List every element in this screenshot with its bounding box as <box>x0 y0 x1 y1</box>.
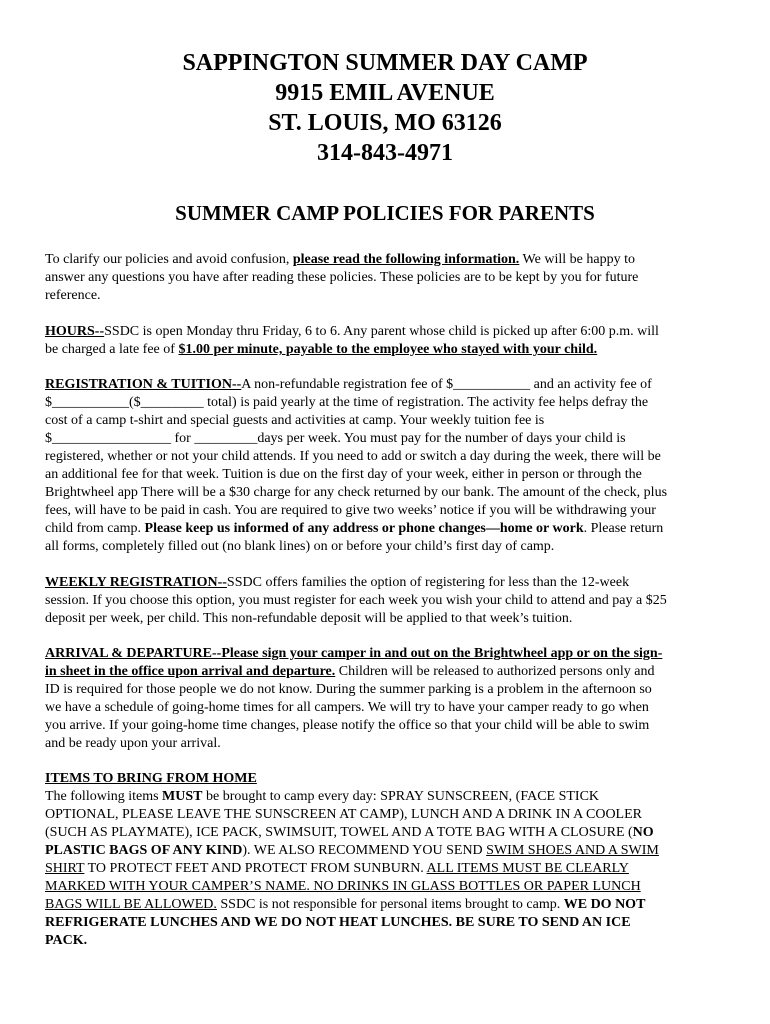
weekly-registration-section: WEEKLY REGISTRATION--SSDC offers families the option of registering for less than the 12-week session. If you choose this option, you must register for each week you wish your child to attend and pay a $25 deposit per week, per child. This non-refundable deposit will be applied to that week’s tuition. <box>45 575 667 626</box>
items-section: ITEMS TO BRING FROM HOME The following items MUST be brought to camp every day: SPRAY SUNSCREEN, (FACE STICK OPTIONAL, PLEASE LEAVE THE SUNSCREEN AT CAMP), LUNCH AND A DRINK IN A COOLER (SUCH AS PLAYMATE), ICE PACK, SWIMSUIT, TOWEL AND A TOTE BAG WITH A CLOSURE (NO PLASTIC BAGS OF ANY KIND). WE ALSO RECOMMEND YOU SEND SWIM SHOES AND A SWIM SHIRT TO PROTECT FEET AND PROTECT FROM SUNBURN. ALL ITEMS MUST BE CLEARLY MARKED WITH YOUR CAMPER’S NAME. NO DRINKS IN GLASS BOTTLES OR PAPER LUNCH BAGS WILL BE ALLOWED. SSDC is not responsible for personal items brought to camp. WE DO NOT REFRIGERATE LUNCHES AND WE DO NOT HEAT LUNCHES. BE SURE TO SEND AN ICE PACK. <box>45 770 735 950</box>
late-fee-emphasis: $1.00 per minute, payable to the employee who stayed with your child. <box>178 342 598 357</box>
camp-city: ST. LOUIS, MO 63126 <box>268 110 502 136</box>
arrival-departure-section: ARRIVAL & DEPARTURE--Please sign your camper in and out on the Brightwheel app or on the sign- in sheet in the office upon arrival and departure. Children will be released to authorized persons only and ID is required for those people we do not know. During the summer parking is a problem in the afternoon so we have a schedule of going-home times for all campers. We will try to have your camper ready to go when you arrive. If your going-home time changes, please notify the office so that your child will be able to swim and be ready upon your arrival. <box>45 645 735 753</box>
weekly-registration-heading: WEEKLY REGISTRATION-- <box>45 575 227 590</box>
camp-phone: 314-843-4971 <box>317 140 453 166</box>
registration-heading: REGISTRATION & TUITION-- <box>45 377 242 392</box>
camp-name: SAPPINGTON SUMMER DAY CAMP <box>182 50 588 76</box>
camp-street: 9915 EMIL AVENUE <box>275 80 495 106</box>
arrival-departure-heading: ARRIVAL & DEPARTURE--Please sign your camper in and out on the Brightwheel app or on the sign- <box>45 646 663 661</box>
policies-title: SUMMER CAMP POLICIES FOR PARENTS <box>175 201 595 225</box>
hours-section: HOURS--SSDC is open Monday thru Friday, 6 to 6. Any parent whose child is picked up after 6:00 p.m. will be charged a late fee of $1.00 per minute, payable to the employee who stayed with your child. <box>45 324 659 357</box>
registration-section: REGISTRATION & TUITION--A non-refundable registration fee of $___________ and an activity fee of $___________($_________ total) is paid yearly at the time of registration. The activity fee helps defray the cost of a camp t-shirt and special guests and activities at camp. Your weekly tuition fee is $_________________ for _________days per week. You must pay for the number of days your child is registered, whether or not your child attends. If you need to add or switch a day during the week, there will be an additional fee for that week. Tuition is due on the first day of your week, either in person or through the Brightwheel app There will be a $30 charge for any check returned by our bank. The amount of the check, plus fees, will have to be paid in cash. You are required to give two weeks’ notice if you will be withdrawing your child from camp. Please keep us informed of any address or phone changes—home or work. Please return all forms, completely filled out (no blank lines) on or before your child’s first day of camp. <box>45 377 668 554</box>
read-info-emphasis: please read the following information. <box>292 252 520 267</box>
hours-heading: HOURS-- <box>45 324 105 339</box>
keep-informed-emphasis: Please keep us informed of any address or phone changes—home or work <box>144 521 584 536</box>
intro-paragraph: To clarify our policies and avoid confusion, please read the following information. We will be happy to answer any questions you have after reading these policies. These policies are to be kept by you for future reference. <box>45 252 639 303</box>
camp-header <box>0 48 770 168</box>
items-heading: ITEMS TO BRING FROM HOME <box>45 771 257 786</box>
